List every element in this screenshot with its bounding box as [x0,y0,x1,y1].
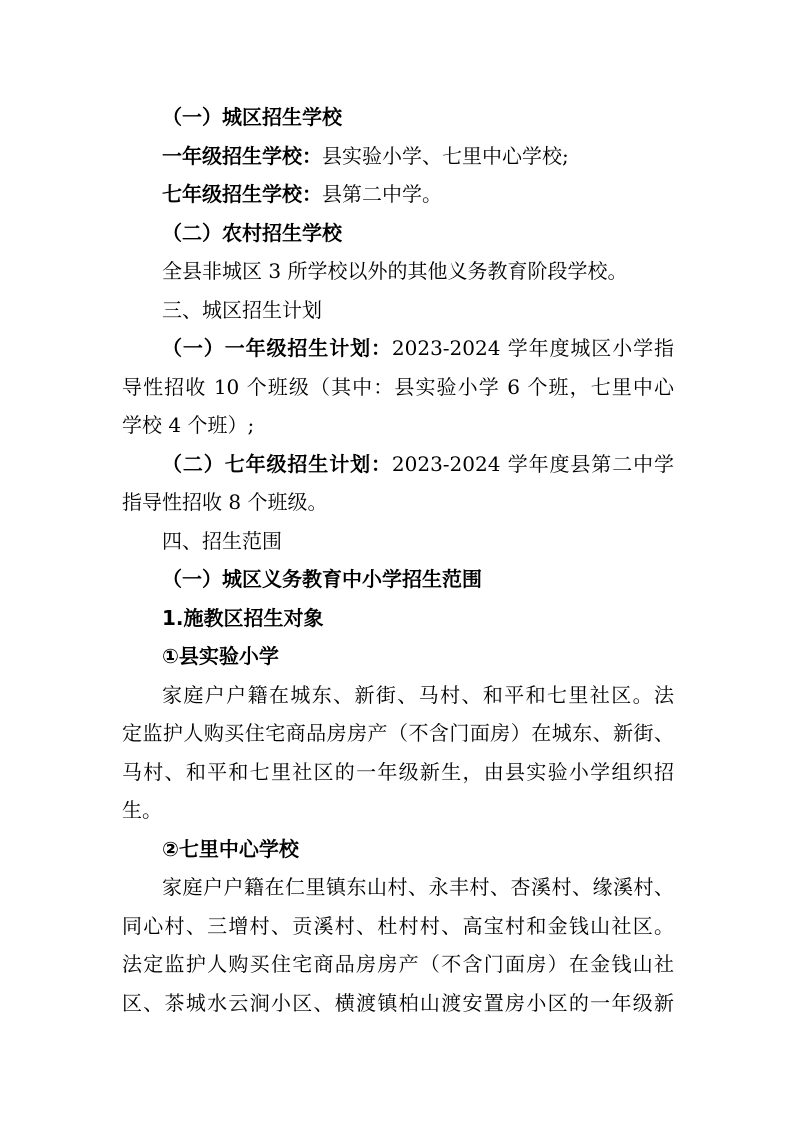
document-body [122,98,674,1022]
grade1-schools-label: 一年级招生学校： [162,143,322,168]
section-heading-urban-schools: （一）城区招生学校 [162,105,342,129]
school2-text-line-2: 同心村、三增村、贡溪村、杜村村、高宝村和金钱山社区。 [122,913,674,938]
grade7-plan-line-2: 指导性招收 8 个班级。 [122,490,328,514]
grade7-plan-label: （二）七年级招生计划： [162,451,392,476]
school-heading-qili-center: ②七里中心学校 [162,836,299,861]
grade1-plan-label: （一）一年级招生计划： [162,336,392,360]
school1-text-line-1: 家庭户户籍在城东、新街、马村、和平和七里社区。法 [162,682,674,707]
grade7-schools-text: 县第二中学。 [322,182,442,206]
grade7-plan-text: 2023-2024 学年度县第二中学 [391,451,674,476]
grade7-schools-label: 七年级招生学校： [162,182,322,206]
school1-text-line-2: 定监护人购买住宅商品房房产（不含门面房）在城东、新街、 [122,721,674,745]
school1-text-line-4: 生。 [122,798,162,822]
grade1-plan-line-1 [122,329,674,368]
school2-text-line-1: 家庭户户籍在仁里镇东山村、永丰村、杏溪村、缘溪村、 [162,875,674,899]
school1-text-line-3: 马村、和平和七里社区的一年级新生，由县实验小学组织招 [122,759,674,784]
school-heading-experimental-primary: ①县实验小学 [162,644,279,668]
school2-text-line-3: 法定监护人购买住宅商品房房产（不含门面房）在金钱山社 [122,952,674,976]
grade7-plan-line-1 [122,445,674,484]
rural-schools-text: 全县非城区 3 所学校以外的其他义务教育阶段学校。 [162,259,628,283]
section-title-enrollment-range: 四、招生范围 [162,528,282,553]
grade7-schools-line [122,175,674,214]
grade1-plan-text: 2023-2024 学年度城区小学指 [391,336,674,360]
section-heading-rural-schools: （二）农村招生学校 [162,220,342,245]
school2-text-line-4: 区、茶城水云涧小区、横渡镇柏山渡安置房小区的一年级新 [122,990,674,1015]
range-heading: （一）城区义务教育中小学招生范围 [162,567,482,591]
subsection-heading: 1.施教区招生对象 [162,605,324,630]
grade1-plan-line-3: 学校 4 个班）; [122,413,255,437]
grade1-schools-line [122,137,674,176]
grade1-plan-line-2: 导性招收 10 个班级（其中：县实验小学 6 个班，七里中心 [122,374,674,399]
section-title-enrollment-plan: 三、城区招生计划 [162,297,322,322]
grade1-schools-text: 县实验小学、七里中心学校; [322,143,569,168]
